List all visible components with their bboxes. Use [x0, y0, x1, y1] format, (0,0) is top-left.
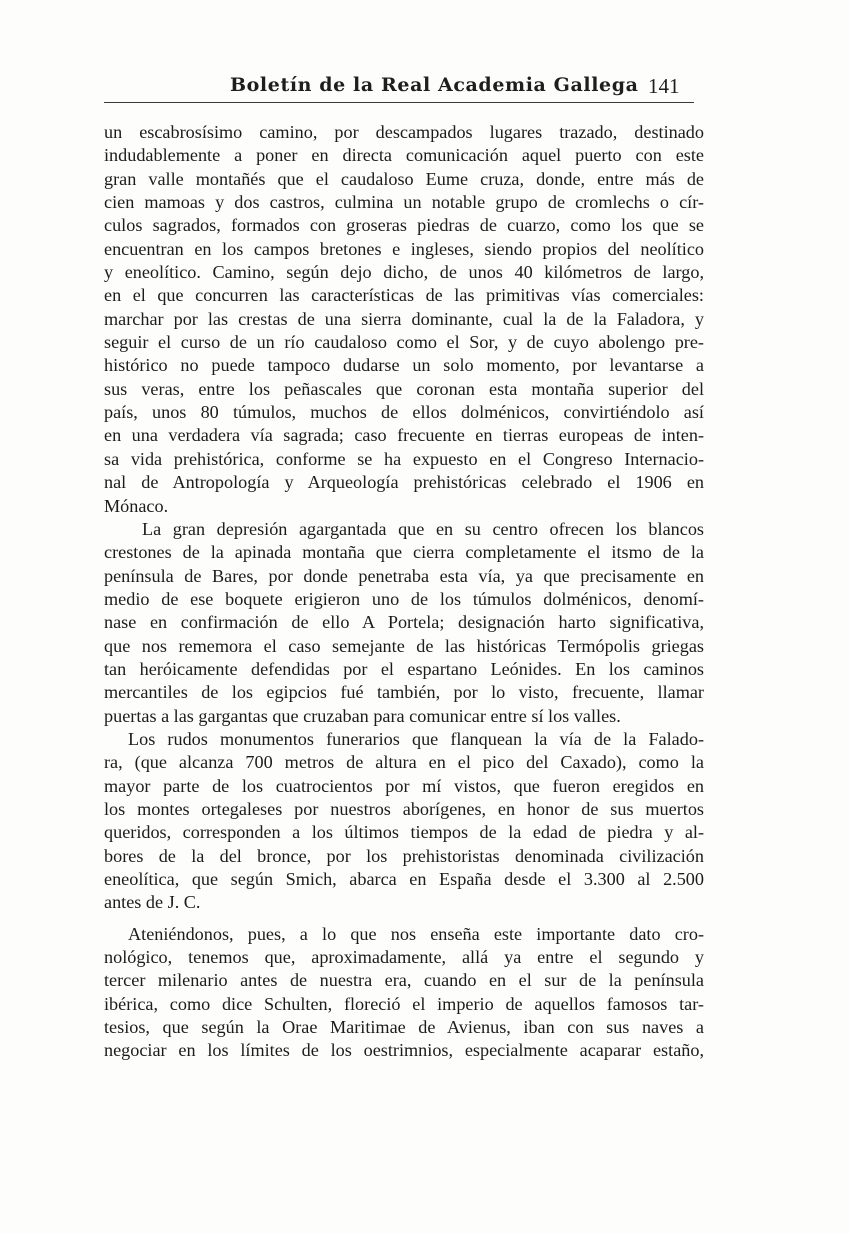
text-line: bores de la del bronce, por los prehistoristas denominada civilización	[104, 845, 704, 866]
text-line: negociar en los límites de los oestrimnios, especialmente acaparar estaño,	[104, 1040, 704, 1061]
text-line: cien mamoas y dos castros, culmina un notable grupo de cromlechs o cír-	[104, 192, 704, 213]
journal-title: Boletín de la Real Academia Gallega	[230, 74, 639, 96]
body-text	[104, 121, 704, 1063]
text-line: culos sagrados, formados con groseras piedras de cuarzo, como los que se	[104, 215, 704, 236]
text-line: mercantiles de los egipcios fué también, por lo visto, frecuente, llamar	[104, 682, 704, 703]
text-line: La gran depresión agargantada que en su centro ofrecen los blancos	[142, 518, 704, 539]
text-line: queridos, corresponden a los últimos tiempos de la edad de piedra y al-	[104, 822, 704, 843]
text-line: tesios, que según la Orae Maritimae de Avienus, iban con sus naves a	[104, 1017, 704, 1038]
paragraph-1	[104, 121, 704, 518]
text-line: península de Bares, por donde penetraba esta vía, ya que precisamente en	[104, 565, 704, 586]
paragraph-3	[104, 728, 704, 915]
text-line: sa vida prehistórica, conforme se ha expuesto en el Congreso Internacio-	[104, 448, 704, 469]
text-line: tercer milenario antes de nuestra era, cuando en el sur de la península	[104, 970, 704, 991]
text-line: Mónaco.	[104, 495, 169, 516]
text-line: país, unos 80 túmulos, muchos de ellos dolménicos, convirtiéndolo así	[104, 402, 704, 423]
text-line: eneolítica, que según Smich, abarca en España desde el 3.300 al 2.500	[104, 869, 704, 889]
paragraph-4	[104, 923, 704, 1063]
text-line: encuentran en los campos bretones e ingleses, siendo propios del neolítico	[104, 238, 704, 259]
text-line: marchar por las crestas de una sierra dominante, cual la de la Faladora, y	[104, 308, 704, 329]
text-line: seguir el curso de un río caudaloso como el Sor, y de cuyo abolengo pre-	[104, 332, 704, 353]
text-line: medio de ese boquete erigieron uno de los túmulos dolménicos, denomí-	[104, 588, 704, 609]
text-line: los montes ortegaleses por nuestros aborígenes, en honor de sus muertos	[104, 798, 704, 819]
text-line: antes de J. C.	[104, 892, 201, 913]
text-line: tan heróicamente defendidas por el espartano Leónides. En los caminos	[104, 658, 704, 679]
text-line: nase en confirmación de ello A Portela; designación harto significativa,	[104, 612, 704, 633]
text-line: mayor parte de los cuatrocientos por mí vistos, que fueron eregidos en	[104, 775, 704, 796]
paragraph-gap	[104, 915, 704, 923]
text-line: ibérica, como dice Schulten, floreció el imperio de aquellos famosos tar-	[104, 993, 704, 1014]
text-line: en una verdadera vía sagrada; caso frecuente en tierras europeas de inten-	[104, 425, 704, 446]
text-line: Los rudos monumentos funerarios que flanquean la vía de la Falado-	[128, 728, 704, 749]
text-line: que nos rememora el caso semejante de las históricas Termópolis griegas	[104, 635, 704, 656]
header-rule	[104, 102, 694, 103]
text-line: en el que concurren las características de las primitivas vías comerciales:	[104, 285, 704, 306]
text-line: sus veras, entre los peñascales que coronan esta montaña superior del	[104, 378, 704, 399]
running-head	[100, 72, 700, 108]
text-line: indudablemente a poner en directa comunicación aquel puerto con este	[104, 145, 704, 166]
text-line: puertas a las gargantas que cruzaban para comunicar entre sí los valles.	[104, 705, 621, 726]
text-line: crestones de la apinada montaña que cierra completamente el itsmo de la	[104, 542, 704, 563]
text-line: nológico, tenemos que, aproximadamente, allá ya entre el segundo y	[104, 947, 704, 968]
text-line: un escabrosísimo camino, por descampados lugares trazado, destinado	[104, 122, 704, 142]
page-number: 141	[648, 74, 680, 98]
text-line: histórico no puede tampoco dudarse un solo momento, por levantarse a	[104, 355, 704, 376]
paragraph-2	[104, 518, 704, 728]
text-line: nal de Antropología y Arqueología prehistóricas celebrado el 1906 en	[104, 472, 704, 493]
text-line: ra, (que alcanza 700 metros de altura en el pico del Caxado), como la	[104, 752, 704, 773]
text-line: gran valle montañés que el caudaloso Eume cruza, donde, entre más de	[104, 168, 704, 189]
text-line: Ateniéndonos, pues, a lo que nos enseña este importante dato cro-	[128, 923, 704, 944]
text-line: y eneolítico. Camino, según dejo dicho, de unos 40 kilómetros de largo,	[104, 262, 704, 283]
